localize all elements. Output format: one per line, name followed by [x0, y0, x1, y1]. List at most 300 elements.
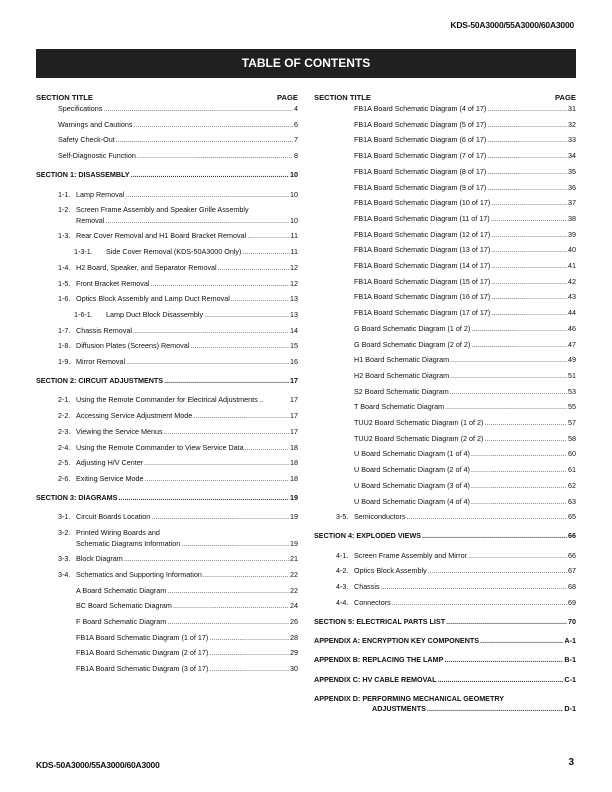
toc-page-number: 22 [290, 569, 298, 579]
toc-page-number: C-1 [564, 674, 576, 684]
toc-entry [36, 310, 298, 319]
toc-page-number: 46 [568, 323, 576, 333]
toc-entry-title: Lamp Removal [76, 189, 125, 199]
toc-entry-title: U Board Schematic Diagram (2 of 4) [354, 465, 470, 475]
toc-entry [36, 357, 298, 366]
dot-leader [144, 458, 289, 467]
toc-entry-title: SECTION 5: ELECTRICAL PARTS LIST [314, 616, 446, 626]
dot-leader [103, 104, 293, 113]
dot-leader [392, 598, 567, 607]
toc-entry-title: Diffusion Plates (Screens) Removal [76, 341, 190, 351]
dot-leader [145, 474, 289, 483]
toc-entry [314, 551, 576, 560]
dot-leader [151, 512, 289, 521]
toc-page-number: 55 [568, 402, 576, 412]
dot-leader [446, 617, 567, 626]
toc-page-number: 51 [568, 370, 576, 380]
dot-leader [491, 308, 567, 317]
toc-page-number: 12 [290, 262, 298, 272]
toc-page-number: 18 [290, 473, 298, 483]
toc-entry-number: 1-7. [58, 325, 71, 335]
toc-entry [314, 120, 576, 129]
toc-page-number: 29 [290, 648, 298, 658]
dot-leader [471, 340, 567, 349]
toc-entry-title: U Board Schematic Diagram (3 of 4) [354, 480, 470, 490]
dot-leader [450, 355, 567, 364]
dot-leader [181, 539, 289, 548]
toc-page-number: 38 [568, 213, 576, 223]
toc-page-number: 57 [568, 418, 576, 427]
toc-entry-title: FB1A Board Schematic Diagram (5 of 17) [354, 119, 487, 129]
toc-entry [314, 434, 576, 443]
toc-page-number: 18 [290, 458, 298, 468]
toc-entry [314, 277, 576, 286]
toc-entry-title: SECTION 4: EXPLODED VIEWS [314, 531, 422, 541]
toc-page-number: 17 [290, 411, 298, 421]
dot-leader [471, 324, 567, 333]
toc-entry [36, 104, 298, 113]
toc-entry [314, 308, 576, 317]
toc-section-heading [36, 493, 298, 502]
dot-leader [151, 279, 290, 288]
toc-page-number: B-1 [564, 655, 576, 665]
toc-page-number: 65 [568, 512, 576, 522]
toc-entry-title: Chassis [354, 582, 380, 591]
toc-entry-number: 3-3. [58, 554, 71, 564]
dot-leader [468, 551, 567, 560]
toc-entry-title: FB1A Board Schematic Diagram (8 of 17) [354, 166, 487, 176]
toc-section-heading [314, 704, 576, 713]
dot-leader [125, 190, 289, 199]
toc-entry [36, 427, 298, 436]
toc-entry-title: SECTION 1: DISASSEMBLY [36, 170, 130, 180]
toc-page-number: 19 [290, 493, 298, 503]
toc-entry [36, 341, 298, 350]
toc-entry-title: APPENDIX D: PERFORMING MECHANICAL GEOMETRY [314, 693, 505, 703]
dot-leader [193, 411, 289, 420]
dot-leader [247, 231, 289, 240]
toc-page-number: 37 [568, 198, 576, 208]
toc-section-heading [36, 170, 298, 179]
toc-entry [314, 465, 576, 474]
toc-entry-number: 1-9. [58, 357, 71, 366]
toc-section-heading [314, 694, 576, 703]
toc-entry [36, 528, 298, 537]
toc-entry-title: FB1A Board Schematic Diagram (6 of 17) [354, 135, 487, 145]
dot-leader [164, 376, 289, 385]
toc-entry-number: 2-3. [58, 426, 71, 436]
dot-leader [209, 633, 289, 642]
dot-leader [242, 247, 289, 256]
toc-entry-title: ADJUSTMENTS [372, 704, 426, 714]
dot-leader [126, 357, 289, 366]
toc-entry [314, 245, 576, 254]
toc-section-heading [36, 376, 298, 385]
toc-page-number: 61 [568, 465, 576, 475]
toc-entry-number: 1-8. [58, 341, 71, 351]
footer-page-number: 3 [568, 757, 574, 768]
dot-leader [428, 566, 567, 575]
toc-entry [314, 355, 576, 364]
toc-entry [36, 443, 298, 452]
dot-leader [487, 151, 567, 160]
dot-leader [450, 371, 567, 380]
dot-leader [133, 120, 293, 129]
dot-leader [203, 570, 289, 579]
toc-entry-title: F Board Schematic Diagram [76, 617, 167, 626]
toc-entry [36, 231, 298, 240]
toc-entry-number: 1-4. [58, 262, 71, 272]
toc-page-number: 17 [290, 376, 298, 386]
toc-page-number: 32 [568, 119, 576, 129]
toc-entry-title: Printed Wiring Boards and [76, 528, 160, 537]
section-title-header: SECTION TITLE [36, 93, 93, 102]
toc-entry [314, 183, 576, 192]
toc-entry [36, 411, 298, 420]
toc-entry-number: 1-6. [58, 294, 71, 304]
dot-leader [173, 601, 289, 610]
dot-leader [137, 151, 293, 160]
toc-section-heading [314, 655, 576, 664]
dot-leader [445, 402, 567, 411]
toc-entry-title: Screen Frame Assembly and Mirror [354, 550, 468, 560]
dot-leader [381, 582, 567, 591]
toc-entry-title: A Board Schematic Diagram [76, 585, 167, 595]
toc-entry-number: 4-1. [336, 550, 349, 560]
toc-page-number: 8 [294, 151, 298, 161]
toc-entry-number: 1-3-1. [74, 247, 93, 257]
toc-entry-number: 1-6-1. [74, 309, 93, 319]
dot-leader [124, 554, 289, 563]
toc-entry [314, 598, 576, 607]
dot-leader [471, 497, 567, 506]
toc-entry [314, 387, 576, 396]
toc-entry-title: T Board Schematic Diagram [354, 402, 445, 412]
dot-leader [231, 294, 289, 303]
toc-entry-number: 4-4. [336, 597, 349, 607]
toc-entry-title: FB1A Board Schematic Diagram (12 of 17) [354, 229, 491, 239]
toc-section-heading [314, 636, 576, 645]
toc-entry [314, 261, 576, 270]
toc-entry [36, 601, 298, 610]
toc-entry-title: Front Bracket Removal [76, 278, 150, 288]
dot-leader [471, 465, 567, 474]
toc-page-number: 70 [568, 616, 576, 626]
toc-column-right [314, 91, 576, 714]
dot-leader [487, 135, 567, 144]
toc-entry-title: FB1A Board Schematic Diagram (16 of 17) [354, 292, 491, 302]
toc-entry-title: FB1A Board Schematic Diagram (11 of 17) [354, 213, 490, 223]
toc-entry-number: 3-4. [58, 569, 71, 579]
toc-page-number: 18 [290, 442, 298, 452]
dot-leader [487, 104, 567, 113]
toc-page-number: 66 [568, 550, 576, 560]
toc-entry-title: FB1A Board Schematic Diagram (15 of 17) [354, 276, 491, 286]
toc-entry [36, 326, 298, 335]
toc-entry [36, 120, 298, 129]
toc-entry-title: Circuit Boards Location [76, 512, 151, 522]
dot-leader [484, 418, 567, 427]
toc-entry [314, 402, 576, 411]
toc-entry-title: Schematics and Supporting Information [76, 569, 202, 579]
toc-entry-title: U Board Schematic Diagram (4 of 4) [354, 496, 470, 506]
dot-leader [105, 216, 289, 225]
toc-entry-title: H2 Board, Speaker, and Separator Removal [76, 262, 217, 272]
toc-entry [314, 151, 576, 160]
toc-entry [36, 539, 298, 548]
toc-page-number: 19 [290, 538, 298, 548]
dot-leader [491, 277, 567, 286]
toc-entry-title: Removal [76, 215, 105, 225]
toc-entry [314, 214, 576, 223]
toc-page-number: 10 [290, 170, 298, 180]
toc-entry-title: Screen Frame Assembly and Speaker Grille Assembly [76, 205, 249, 215]
toc-entry-title: S2 Board Schematic Diagram [354, 386, 449, 396]
toc-page-number: 4 [294, 104, 298, 113]
toc-entry-number: 4-2. [336, 566, 349, 576]
toc-entry [314, 418, 576, 427]
toc-page-number: 69 [568, 597, 576, 607]
dot-leader [471, 481, 567, 490]
toc-entry-number: 3-2. [58, 528, 71, 537]
toc-page-number: 34 [568, 151, 576, 161]
toc-entry [36, 151, 298, 160]
toc-entry-number: 1-3. [58, 231, 71, 241]
toc-page-number: 11 [290, 231, 298, 241]
toc-page-number: 68 [568, 582, 576, 591]
dot-leader [491, 261, 567, 270]
dot-leader [204, 310, 289, 319]
dot-leader [245, 443, 289, 452]
toc-entry-title: FB1A Board Schematic Diagram (1 of 17) [76, 632, 209, 642]
toc-entry-title: FB1A Board Schematic Diagram (17 of 17) [354, 308, 491, 318]
toc-column-left [36, 91, 298, 674]
toc-entry-number: 2-1. [58, 395, 71, 405]
dot-leader [491, 198, 567, 207]
toc-page-number: 36 [568, 182, 576, 192]
toc-page-number: 26 [290, 617, 298, 626]
toc-entry [36, 216, 298, 225]
toc-entry [36, 247, 298, 256]
toc-page-number: 22 [290, 585, 298, 595]
footer-model: KDS-50A3000/55A3000/60A3000 [36, 760, 160, 770]
toc-entry-title: Optics Block Assembly [354, 566, 427, 576]
toc-entry-title: SECTION 2: CIRCUIT ADJUSTMENTS [36, 376, 164, 386]
page-title: TABLE OF CONTENTS [36, 49, 576, 78]
toc-page-number: 43 [568, 292, 576, 302]
toc-page-number: 53 [568, 386, 576, 396]
toc-entry [314, 371, 576, 380]
toc-entry-title: G Board Schematic Diagram (2 of 2) [354, 339, 471, 349]
toc-entry [36, 458, 298, 467]
toc-section-heading [314, 675, 576, 684]
dot-leader [491, 214, 567, 223]
page-header: PAGE [555, 93, 576, 102]
toc-entry [314, 481, 576, 490]
toc-entry [314, 324, 576, 333]
toc-entry-title: Using the Remote Commander to View Service Data [76, 442, 244, 452]
toc-entry-title: FB1A Board Schematic Diagram (4 of 17) [354, 104, 487, 113]
toc-entry-title: FB1A Board Schematic Diagram (13 of 17) [354, 245, 491, 255]
dot-leader [422, 531, 567, 540]
toc-page-number: 35 [568, 166, 576, 176]
toc-page-number: 31 [568, 104, 576, 113]
dot-leader [491, 230, 567, 239]
toc-entry-title: FB1A Board Schematic Diagram (9 of 17) [354, 182, 487, 192]
toc-entry-title: Adjusting H/V Center [76, 458, 144, 468]
page-header: PAGE [277, 93, 298, 102]
toc-section-heading [314, 617, 576, 626]
dot-leader [491, 245, 567, 254]
toc-page-number: 21 [290, 554, 298, 564]
dot-leader [209, 664, 289, 673]
dot-leader [484, 434, 567, 443]
toc-page-number: 42 [568, 276, 576, 286]
toc-page-number: 10 [290, 189, 298, 199]
toc-entry [36, 294, 298, 303]
toc-page-number: 10 [290, 215, 298, 225]
toc-entry-title: H2 Board Schematic Diagram [354, 370, 450, 380]
toc-page-number: 19 [290, 512, 298, 522]
toc-entry-title: FB1A Board Schematic Diagram (3 of 17) [76, 664, 209, 674]
toc-page-number: 24 [290, 601, 298, 611]
toc-entry-title: Viewing the Service Menus [76, 426, 163, 436]
toc-entry [36, 648, 298, 657]
toc-entry [36, 263, 298, 272]
toc-entry-title: APPENDIX C: HV CABLE REMOVAL [314, 674, 437, 684]
toc-entry-title: Using the Remote Commander for Electrical Adjustments .. [76, 395, 264, 405]
toc-entry-title: FB1A Board Schematic Diagram (14 of 17) [354, 261, 491, 270]
toc-entry-title: Connectors [354, 597, 391, 607]
dot-leader [450, 387, 567, 396]
toc-page-number: 16 [290, 357, 298, 366]
toc-entry [314, 135, 576, 144]
toc-entry-title: Block Diagram [76, 554, 123, 564]
toc-entry [36, 512, 298, 521]
dot-leader [167, 586, 289, 595]
toc-entry [36, 205, 298, 214]
header-model: KDS-50A3000/55A3000/60A3000 [450, 20, 574, 30]
dot-leader [167, 617, 289, 626]
toc-entry [36, 190, 298, 199]
toc-page-number: 63 [568, 496, 576, 506]
dot-leader [444, 655, 563, 664]
toc-page-number: 11 [290, 247, 298, 257]
toc-page-number: 30 [290, 664, 298, 674]
toc-page-number: 15 [290, 341, 298, 351]
toc-entry-title: FB1A Board Schematic Diagram (7 of 17) [354, 151, 487, 161]
dot-leader [487, 167, 567, 176]
toc-entry [36, 279, 298, 288]
toc-entry [314, 292, 576, 301]
toc-entry [314, 449, 576, 458]
toc-entry-title: Optics Block Assembly and Lamp Duct Removal [76, 294, 230, 304]
toc-entry-title: BC Board Schematic Diagram [76, 601, 172, 611]
toc-entry [36, 570, 298, 579]
toc-page-number: 13 [290, 309, 298, 319]
toc-page-number: 12 [290, 278, 298, 288]
toc-entry-title: Schematic Diagrams Information [76, 538, 181, 548]
toc-entry [314, 104, 576, 113]
toc-entry [314, 167, 576, 176]
dot-leader [471, 449, 567, 458]
dot-leader [437, 675, 563, 684]
toc-entry-title: Semiconductors [354, 512, 406, 522]
toc-entry-title: Exiting Service Mode [76, 473, 144, 483]
toc-page-number: 49 [568, 355, 576, 365]
toc-entry-title: FB1A Board Schematic Diagram (10 of 17) [354, 198, 491, 208]
toc-entry-number: 3-1. [58, 512, 71, 522]
toc-entry-title: Self-Diagnostic Function [58, 151, 136, 161]
toc-entry-title: Mirror Removal [76, 357, 126, 366]
toc-entry [36, 586, 298, 595]
toc-entry-number: 1-2. [58, 205, 71, 215]
toc-page-number: 39 [568, 229, 576, 239]
toc-entry-number: 4-3. [336, 582, 349, 591]
toc-page-number: 17 [290, 395, 298, 405]
column-header [36, 91, 298, 104]
toc-page-number: 47 [568, 339, 576, 349]
dot-leader [190, 341, 289, 350]
toc-page-number: 7 [294, 135, 298, 145]
toc-page-number: 13 [290, 294, 298, 304]
dot-leader [118, 493, 289, 502]
dot-leader [480, 636, 563, 645]
toc-entry [36, 474, 298, 483]
toc-page-number: 60 [568, 449, 576, 459]
toc-entry [36, 135, 298, 144]
toc-page-number: 44 [568, 308, 576, 318]
dot-leader [133, 326, 289, 335]
dot-leader [487, 183, 567, 192]
toc-page-number: 58 [568, 433, 576, 443]
toc-entry-number: 2-2. [58, 411, 71, 421]
toc-entry [314, 230, 576, 239]
toc-entry-title: TUU2 Board Schematic Diagram (1 of 2) [354, 418, 484, 427]
toc-entry [36, 554, 298, 563]
dot-leader [487, 120, 567, 129]
toc-entry-title: FB1A Board Schematic Diagram (2 of 17) [76, 648, 209, 658]
dot-leader [218, 263, 289, 272]
toc-entry [36, 664, 298, 673]
toc-page-number: 6 [294, 119, 298, 129]
dot-leader [209, 648, 289, 657]
toc-page-number: 66 [568, 531, 576, 541]
toc-entry [314, 497, 576, 506]
toc-entry-title: Rear Cover Removal and H1 Board Bracket Removal [76, 231, 247, 241]
dot-leader [164, 427, 289, 436]
toc-entry [314, 198, 576, 207]
toc-entry-title: H1 Board Schematic Diagram [354, 355, 450, 365]
toc-entry-number: 3-5. [336, 512, 349, 522]
toc-page-number: 14 [290, 325, 298, 335]
toc-entry-title: Side Cover Removal (KDS-50A3000 Only) [106, 247, 242, 257]
toc-entry-number: 2-5. [58, 458, 71, 468]
toc-page-number: 67 [568, 566, 576, 576]
toc-entry-number: 2-4. [58, 442, 71, 452]
toc-entry [314, 340, 576, 349]
toc-entry [36, 395, 298, 404]
toc-entry-title: APPENDIX A: ENCRYPTION KEY COMPONENTS [314, 636, 480, 646]
toc-section-heading [314, 531, 576, 540]
dot-leader [407, 512, 567, 521]
toc-entry [314, 566, 576, 575]
toc-page-number: 33 [568, 135, 576, 145]
toc-page-number: 40 [568, 245, 576, 255]
dot-leader [427, 704, 563, 713]
toc-entry [36, 633, 298, 642]
toc-entry-title: Accessing Service Adjustment Mode [76, 411, 193, 421]
